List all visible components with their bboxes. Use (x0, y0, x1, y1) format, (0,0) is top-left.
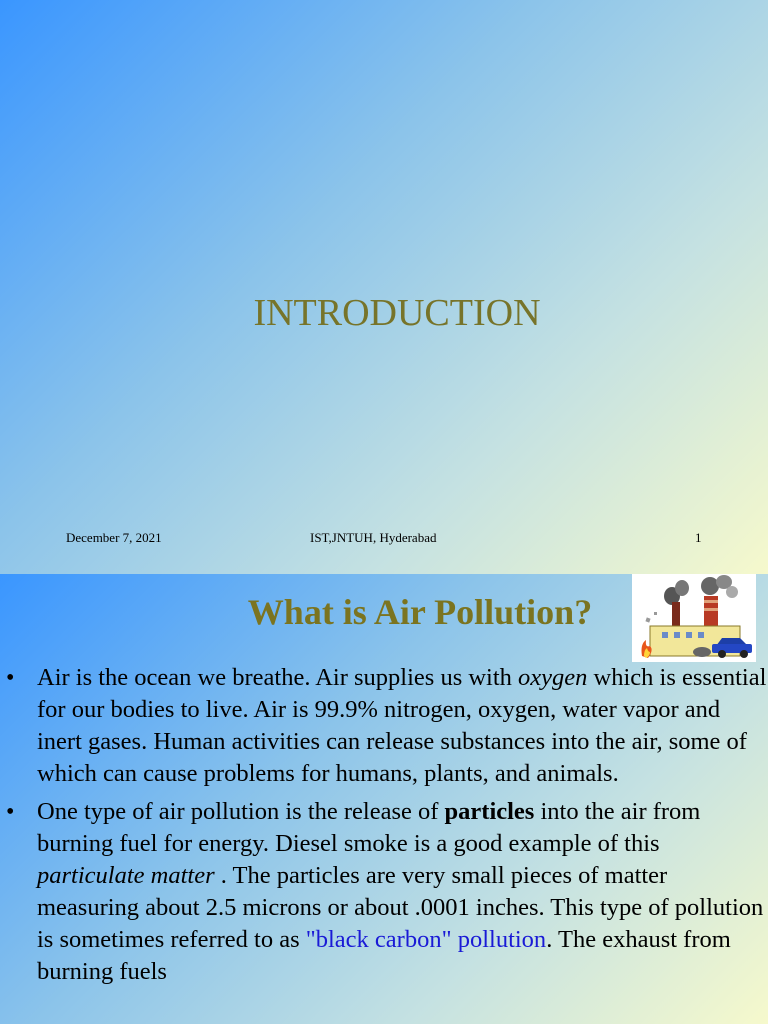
bullet-icon: • (6, 799, 15, 825)
slide-title: INTRODUCTION (253, 292, 541, 334)
bullet-list (0, 662, 768, 994)
slide-title: What is Air Pollution? (247, 592, 593, 632)
footer-organization: IST,JNTUH, Hyderabad (310, 530, 437, 545)
black-carbon-link[interactable]: "black carbon" pollution (305, 926, 547, 953)
bullet-icon: • (6, 665, 15, 691)
slide-2 (0, 574, 768, 1024)
bullet-text: Air is the ocean we breathe. Air supplies us with oxygen which is essential for our bodies to live. Air is 99.9% nitrogen, oxygen, water vapor and inert gases. Human activities can release substances into the air, some of which can cause problems for humans, plants, and animals. (37, 664, 767, 787)
bullet-text: One type of air pollution is the release of particles into the air from burning fuel for energy. Diesel smoke is a good example of this particulate matter . The particles are very small pieces of matter measuring about 2.5 microns or about .0001 inches. This type of pollution is sometimes referred to as "black carbon" pollution. The exhaust from burning fuels (37, 798, 764, 985)
factory-pollution-icon (632, 574, 756, 662)
footer-page-number: 1 (695, 530, 702, 545)
bullet-item (0, 662, 768, 790)
footer-date: December 7, 2021 (66, 530, 162, 545)
bullet-item (0, 796, 768, 988)
